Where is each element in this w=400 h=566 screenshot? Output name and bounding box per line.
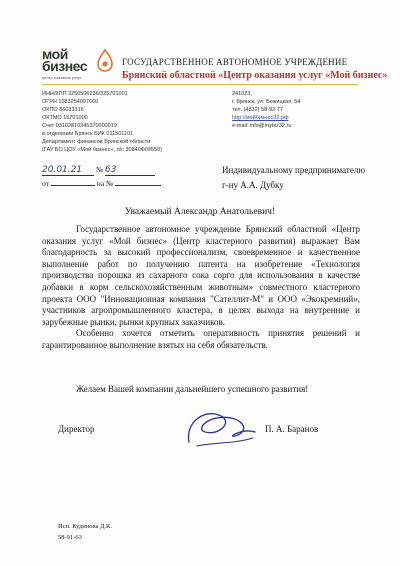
- reply-from-label: от: [42, 179, 49, 188]
- logo-moi-biznes: [40, 42, 120, 82]
- requisite-personal-account: (ГАУ БО ЦОУ «Мой бизнес», л/с 30840Ф09550): [42, 147, 163, 153]
- executor-phone: 58-91-63: [58, 534, 82, 541]
- outgoing-number: 63: [104, 165, 117, 175]
- executor-name: Исп. Кудинова Д.К.: [58, 523, 113, 530]
- closing-wish: Желаем Вашей компании дальнейшего успешного развития!: [76, 384, 309, 394]
- signatory-role: Директор: [58, 424, 95, 434]
- body-paragraph: Особенно хочется отметить оперативность принятия решений и гарантированное выполнение взятых на себя обязательств.: [42, 328, 360, 350]
- handwritten-signature: [175, 402, 265, 454]
- org-type: ГОСУДАРСТВЕННОЕ АВТОНОМНОЕ УЧРЕЖДЕНИЕ: [122, 57, 348, 67]
- requisite-okpo: ОКПО 86033316: [42, 107, 84, 113]
- requisite-account: Счет 03102810245370000019: [42, 123, 117, 129]
- address-phone: тел. (4832) 58-92-77: [232, 107, 284, 113]
- outgoing-number-line: [42, 165, 155, 176]
- logo-flame-icon: [96, 48, 114, 74]
- addressee-title: Индивидуальному предпринимателю: [222, 165, 366, 175]
- reply-line: [42, 179, 161, 188]
- address-index: 241023,: [232, 91, 252, 97]
- logo-line1: мой: [42, 46, 68, 62]
- address-street: г. Брянск, ул. Бежицкая, 54: [232, 99, 301, 105]
- address-site-link[interactable]: http://мойбизнес32.рф: [232, 115, 289, 121]
- requisite-ogrn: ОГРН 1083254007660: [42, 99, 99, 105]
- reply-no-label: на №: [96, 179, 114, 188]
- salutation: Уважаемый Александр Анатольевич!: [124, 207, 276, 217]
- header-divider: [42, 84, 358, 85]
- addressee-name: г-ну А.А. Дубку: [222, 180, 284, 190]
- logo-tagline: центр оказания услуг: [42, 75, 82, 80]
- requisite-department: Департамент финансов Брянской области: [42, 139, 151, 145]
- requisite-inn: ИНН/КПП 3250506236/325701001: [42, 91, 128, 97]
- org-name: Брянский областной «Центр оказания услуг «Мой бизнес»: [122, 70, 388, 81]
- signatory-name: П. А. Баранов: [265, 424, 319, 434]
- outgoing-no-label: №: [95, 165, 104, 174]
- address-email: e-mail: info@mybiz32.ru: [232, 123, 292, 129]
- logo-line2: бизнес: [42, 58, 88, 74]
- requisite-bank: в отделении Брянск БИК 011501101: [42, 131, 134, 137]
- requisite-oktmo: ОКТМО 15701000: [42, 115, 88, 121]
- outgoing-date: 20.01.21: [42, 165, 83, 175]
- body-paragraph: Государственное автономное учреждение Брянский областной «Центр оказания услуг «Мой бизнес» (Центр кластерного развития) выражает Вам благодарность за высокий профессионализм, своевременное и качественное выполнение работ по получению патента на изобретение «Технология производства порошка из сахарного сока сорго для использования в качестве добавки в корм сельскохозяйственным животным» совместного кластерного проекта ООО "Инновационная компания "Сателлит-М" и ООО «Экокремний», участников агропромышленного кластера, в целях выхода на внутренние и зарубежные рынки, рынки крупных заказчиков.: [42, 224, 360, 327]
- letter-body: [42, 224, 360, 352]
